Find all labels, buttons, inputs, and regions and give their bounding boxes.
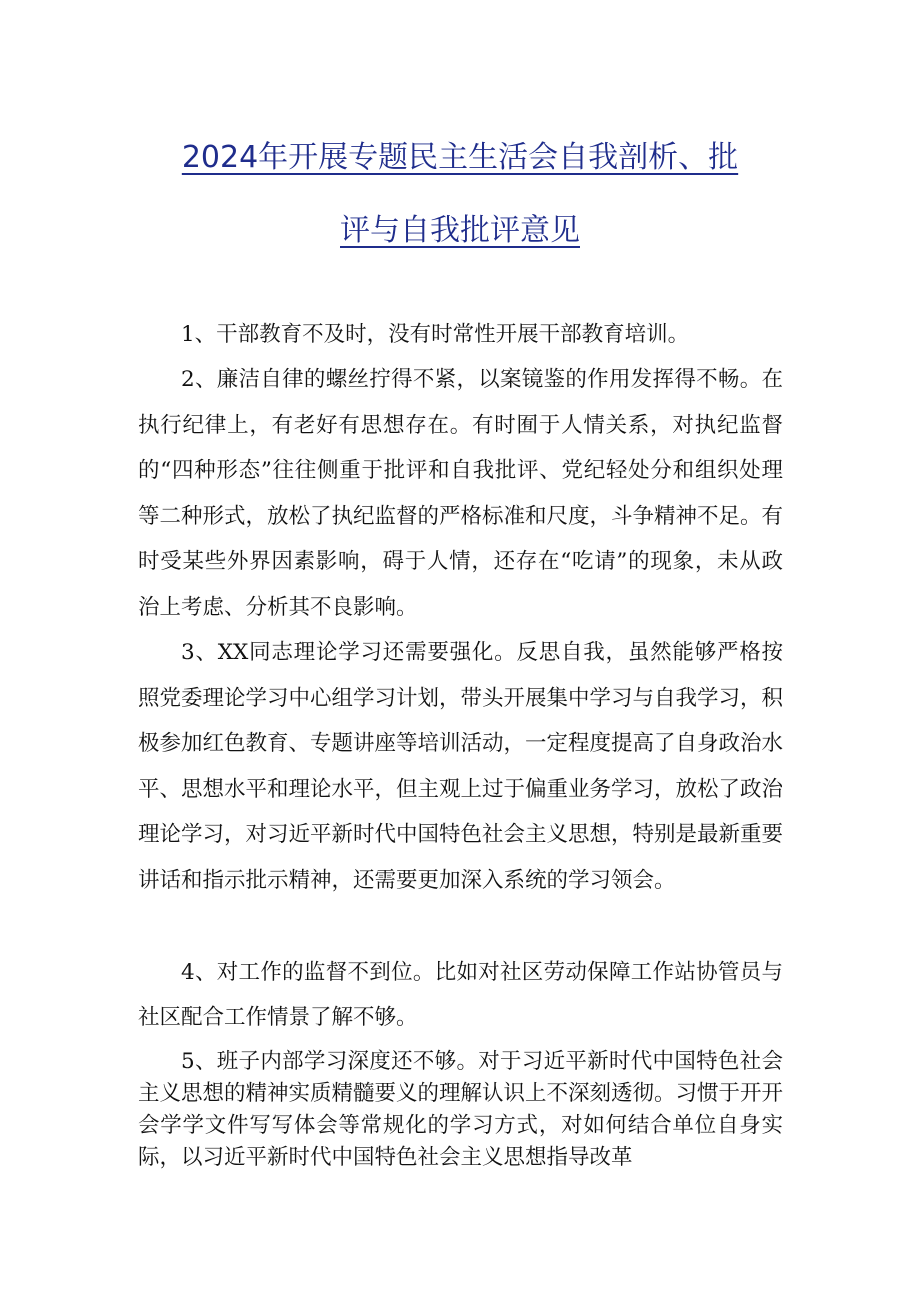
document-title-line-2 (0, 211, 920, 251)
paragraph-1: 1、干部教育不及时，没有时常性开展干部教育培训。 (181, 322, 690, 347)
paragraph-5: 5、班子内部学习深度还不够。对于习近平新时代中国特色社会主义思想的精神实质精髓要义的理解认识上不深刻透彻。习惯于开开会学学文件写写体会等常规化的学习方式，对如何结合单位自身实际，以习近平新时代中国特色社会主义思想指导改革 (138, 1049, 784, 1170)
paragraph-3: 3、XX同志理论学习还需要强化。反思自我，虽然能够严格按照党委理论学习中心组学习计划，带头开展集中学习与自我学习，积极参加红色教育、专题讲座等培训活动，一定程度提高了自身政治水平、思想水平和理论水平，但主观上过于偏重业务学习，放松了政治理论学习，对习近平新时代中国特色社会主义思想，特别是最新重要讲话和指示批示精神，还需要更加深入系统的学习领会。 (138, 640, 784, 893)
document-title-line-1 (0, 138, 920, 178)
title-line-1-text: 2024年开展专题民主生活会自我剖析、批 (181, 140, 739, 175)
paragraph-2: 2、廉洁自律的螺丝拧得不紧，以案镜鉴的作用发挥得不畅。在执行纪律上，有老好有思想存在。有时囿于人情关系，对执纪监督的“四种形态”往往侧重于批评和自我批评、党纪轻处分和组织处理等二种形式，放松了执纪监督的严格标准和尺度，斗争精神不足。有时受某些外界因素影响，碍于人情，还存在“吃请”的现象，未从政治上考虑、分析其不良影响。 (138, 367, 784, 620)
title-line-2-text: 评与自我批评意见 (340, 213, 580, 248)
paragraph-4: 4、对工作的监督不到位。比如对社区劳动保障工作站协管员与社区配合工作情景了解不够。 (138, 960, 783, 1030)
